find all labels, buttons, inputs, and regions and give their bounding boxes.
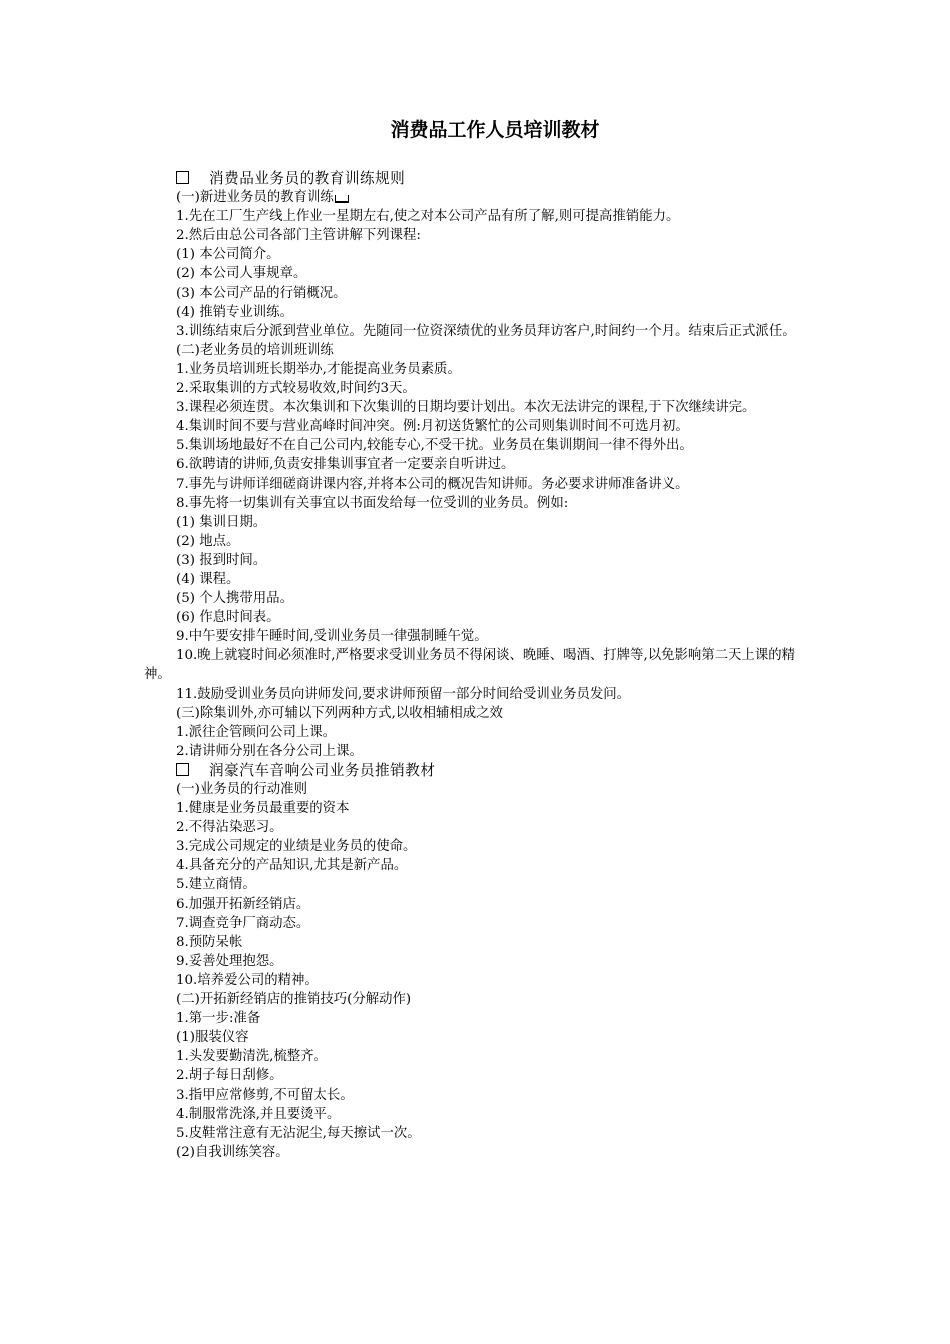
list-subitem: (1)服装仪容 [176,1030,249,1046]
list-item: 9.中午要安排午睡时间,受训业务员一律强制睡午觉。 [176,629,488,645]
list-subitem: (2) 本公司人事规章。 [176,266,307,282]
list-item: 3.课程必须连贯。本次集训和下次集训的日期均要计划出。本次无法讲完的课程,于下次继续讲完。 [176,400,756,416]
list-item: 1.业务员培训班长期举办,才能提高业务员素质。 [176,361,461,377]
list-subitem: (1) 集训日期。 [176,514,267,530]
document-title: 消费品工作人员培训教材 [390,119,600,141]
list-item: 5.建立商情。 [176,877,256,893]
list-item: 8.预防呆帐 [176,934,243,950]
list-item: 1.派往企管顾问公司上课。 [176,724,337,740]
list-item: 4.具备充分的产品知识,尤其是新产品。 [176,858,408,874]
list-item: 7.事先与讲师详细磋商讲课内容,并将本公司的概况告知讲师。务必要求讲师准备讲义。 [176,476,689,492]
list-detail: 3.指甲应常修剪,不可留太长。 [176,1087,354,1103]
list-item: 2.请讲师分别在各分公司上课。 [176,743,363,759]
list-item: 3.完成公司规定的业绩是业务员的使命。 [176,839,417,855]
list-detail: 1.头发要勤清洗,梳整齐。 [176,1049,327,1065]
section-heading: 消费品业务员的教育训练规则 [144,169,820,188]
list-item: 9.妥善处理抱怨。 [176,953,283,969]
section-heading: 润豪汽车音响公司业务员推销教材 [144,761,820,780]
list-item: 1.先在工厂生产线上作业一星期左右,使之对本公司产品有所了解,则可提高推销能力。 [176,209,680,225]
list-item: 10.培养爱公司的精神。 [176,972,318,988]
list-subitem: (2) 地点。 [176,533,240,549]
list-subitem: (1) 本公司简介。 [176,247,280,263]
list-item: 7.调查竞争厂商动态。 [176,915,310,931]
text-cursor-icon [335,195,349,203]
list-item: 4.集训时间不要与营业高峰时间冲突。例:月初送货繁忙的公司则集训时间不可选月初。 [176,419,689,435]
list-subitem: (3) 报到时间。 [176,552,267,568]
list-item: 10.晚上就寝时间必须准时,严格要求受训业务员不得闲谈、晚睡、喝酒、打牌等,以免影响第二天上课的精神。 [144,648,795,683]
list-subitem: (4) 课程。 [176,571,240,587]
part-heading: (二)开拓新经销店的推销技巧(分解动作) [176,992,412,1008]
list-subitem: (4) 推销专业训练。 [176,304,293,320]
list-item: 2.采取集训的方式较易收效,时间约3天。 [176,381,416,397]
list-item: 8.事先将一切集训有关事宜以书面发给每一位受训的业务员。例如: [176,495,569,511]
list-item: 3.训练结束后分派到营业单位。先随同一位资深绩优的业务员拜访客户,时间约一个月。结束后正式派任。 [176,323,796,339]
list-subitem: (5) 个人携带用品。 [176,591,293,607]
list-item: 11.鼓励受训业务员向讲师发问,要求讲师预留一部分时间给受训业务员发问。 [176,686,631,702]
list-detail: 2.胡子每日刮修。 [176,1068,283,1084]
list-item: 1.第一步:准备 [176,1011,261,1027]
list-subitem: (3) 本公司产品的行销概况。 [176,285,347,301]
list-subitem: (6) 作息时间表。 [176,610,280,626]
checkbox-icon [176,763,189,776]
checkbox-icon [176,171,189,184]
list-subitem: (2)自我训练笑容。 [176,1144,289,1160]
document-body [144,169,820,1162]
part-heading: (二)老业务员的培训班训练 [176,342,334,358]
list-detail: 5.皮鞋常注意有无沾泥尘,每天擦试一次。 [176,1125,421,1141]
part-heading: (一)新进业务员的教育训练 [144,188,820,207]
part-heading: (一)业务员的行动准则 [176,782,307,797]
list-detail: 4.制服常洗涤,并且要烫平。 [176,1106,341,1122]
part-heading: (三)除集训外,亦可辅以下列两种方式,以收相辅相成之效 [176,705,503,721]
list-item: 6.加强开拓新经销店。 [176,896,310,912]
list-item: 1.健康是业务员最重要的资本 [176,801,350,817]
list-item: 6.欲聘请的讲师,负责安排集训事宜者一定要亲自听讲过。 [176,457,515,473]
list-item: 2.不得沾染恶习。 [176,820,283,836]
list-item: 5.集训场地最好不在自己公司内,较能专心,不受干扰。业务员在集训期间一律不得外出。 [176,438,693,454]
list-item: 2.然后由总公司各部门主管讲解下列课程: [176,228,421,244]
